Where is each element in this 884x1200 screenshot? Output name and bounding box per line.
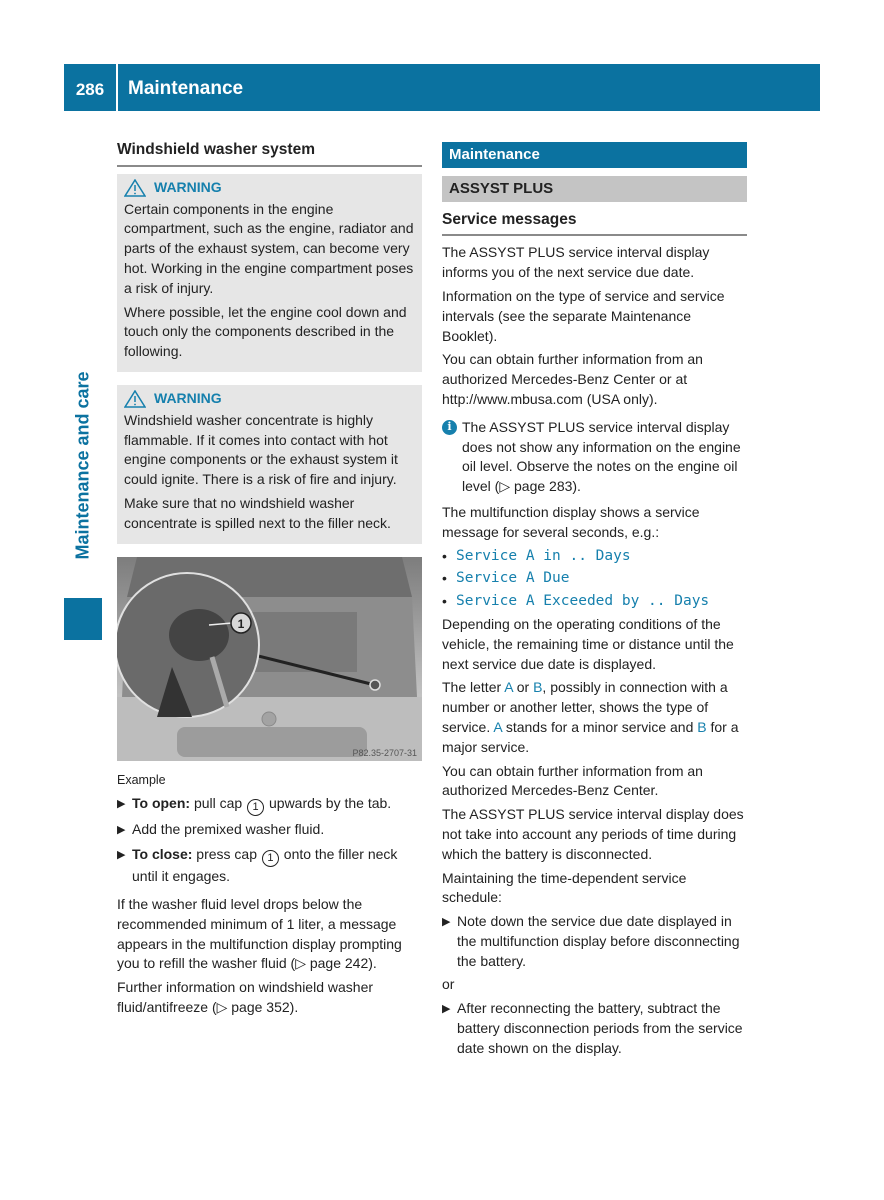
warning-label: WARNING [154, 178, 222, 195]
info-icon: i [442, 420, 457, 435]
photo-illustration [117, 557, 422, 761]
instruction-step [117, 794, 422, 816]
service-letter-a: A [504, 679, 513, 696]
warning-text: Certain components in the engine compartment, such as the engine, radiator and parts of the exhaust system, can become very hot. Working in the engine compartment poses a risk of injury. [124, 200, 414, 296]
step-arrow-icon: ▶ [117, 849, 126, 862]
warning-header [124, 178, 415, 198]
step-text: onto the filler neck until it engages. [132, 846, 398, 885]
instruction-step [117, 820, 422, 841]
body-paragraph: Further information on windshield washer fluid/antifreeze (▷ page 352). [117, 979, 374, 1015]
warning-label: WARNING [154, 389, 222, 406]
photo-caption: Example [117, 772, 166, 787]
display-message-item [442, 592, 747, 612]
body-paragraph: Depending on the operating conditions of the vehicle, the remaining time or distance until the next service due date is displayed. [442, 615, 734, 672]
step-text: Add the premixed washer fluid. [132, 821, 325, 838]
warning-triangle-icon [124, 390, 146, 408]
step-text: upwards by the tab. [265, 795, 392, 812]
header-divider [116, 64, 118, 111]
body-paragraph: You can obtain further information from an authorized Mercedes-Benz Center. [442, 762, 703, 799]
display-message-item [442, 547, 747, 567]
display-message: Service A Due [456, 570, 570, 587]
step-text: Note down the service due date displayed in the multifunction display before disconnecting the battery. [457, 913, 740, 969]
warning-text: Make sure that no windshield washer concentrate is spilled next to the filler neck. [124, 494, 391, 531]
body-paragraph: The ASSYST PLUS service interval display informs you of the next service due date. [442, 244, 710, 281]
display-message: Service A Exceeded by .. Days [456, 593, 710, 610]
side-tab [64, 340, 102, 590]
service-letter-b: B [533, 679, 543, 696]
or-label: or [442, 976, 455, 993]
right-column [442, 142, 747, 1063]
step-label: To close: [132, 846, 193, 863]
page-number: 286 [75, 79, 105, 99]
bullet-icon: • [442, 547, 447, 564]
body-paragraph: The ASSYST PLUS service interval display does not take into account any periods of time during which the battery is disconnected. [442, 806, 744, 862]
step-arrow-icon: ▶ [117, 824, 126, 837]
chapter-title: Maintenance [128, 77, 244, 99]
body-paragraph: The multifunction display shows a service message for several seconds, e.g.: [442, 503, 700, 540]
left-column [117, 140, 422, 1022]
warning-box [117, 385, 422, 544]
warning-header [124, 389, 415, 409]
bullet-icon: • [442, 570, 447, 587]
step-label: To open: [132, 795, 191, 812]
step-text: pull cap [190, 795, 247, 812]
body-paragraph: If the washer fluid level drops below the recommended minimum of 1 liter, a message appears in the multifunction display prompting you to refill the washer fluid (▷ page 242). [117, 895, 402, 972]
service-letter-a: A [493, 718, 502, 735]
text: The letter [442, 679, 505, 696]
callout-number-icon: 1 [247, 799, 264, 816]
page-header [64, 64, 820, 111]
section-label: Maintenance [442, 142, 747, 168]
side-tab-label: Maintenance and care [72, 370, 93, 560]
warning-triangle-icon [124, 179, 146, 197]
callout-number-icon: 1 [262, 850, 279, 867]
section-title: Windshield washer system [117, 140, 422, 167]
text: stands for a minor service and [501, 718, 698, 735]
engine-compartment-photo [117, 557, 422, 761]
service-letter-paragraph [442, 678, 747, 757]
warning-text: Windshield washer concentrate is highly flammable. If it comes into contact with hot engine components or the exhaust system it could ignite. There is a risk of fire and injury. [124, 411, 398, 488]
warning-box [117, 174, 422, 372]
step-text: press cap [192, 846, 261, 863]
photo-code: P82.35-2707-31 [352, 747, 417, 758]
step-arrow-icon: ▶ [442, 916, 451, 929]
step-text: After reconnecting the battery, subtract the battery disconnection periods from the service date shown on the display. [457, 1000, 743, 1056]
body-paragraph: You can obtain further information from an authorized Mercedes-Benz Center or at http://www.mbusa.com (USA only). [442, 351, 703, 407]
body-paragraph: Information on the type of service and service intervals (see the separate Maintenance Booklet). [442, 287, 725, 344]
text: , possibly in connection with a number or another letter, shows the type of service. [442, 679, 728, 735]
body-paragraph: Maintaining the time-dependent service schedule: [442, 869, 687, 906]
instruction-step [117, 845, 422, 887]
photo-callout-number: 1 [237, 616, 245, 631]
side-tab-marker [64, 598, 102, 640]
service-letter-b: B [697, 718, 707, 735]
info-note [442, 418, 747, 497]
instruction-step [442, 912, 747, 971]
step-arrow-icon: ▶ [117, 798, 126, 811]
subsection-label: ASSYST PLUS [442, 176, 747, 202]
instruction-step [442, 999, 747, 1058]
text: for a major service. [442, 718, 739, 755]
display-message-item [442, 569, 747, 589]
display-message: Service A in .. Days [456, 547, 631, 564]
bullet-icon: • [442, 593, 447, 610]
info-text: The ASSYST PLUS service interval display does not show any information on the engine oil level. Observe the notes on the engine oil level (▷ page 283). [462, 418, 741, 495]
text: or [512, 679, 534, 696]
section-heading: Service messages [442, 210, 747, 237]
step-arrow-icon: ▶ [442, 1003, 451, 1016]
warning-text: Where possible, let the engine cool down and touch only the components described in the following. [124, 303, 407, 360]
